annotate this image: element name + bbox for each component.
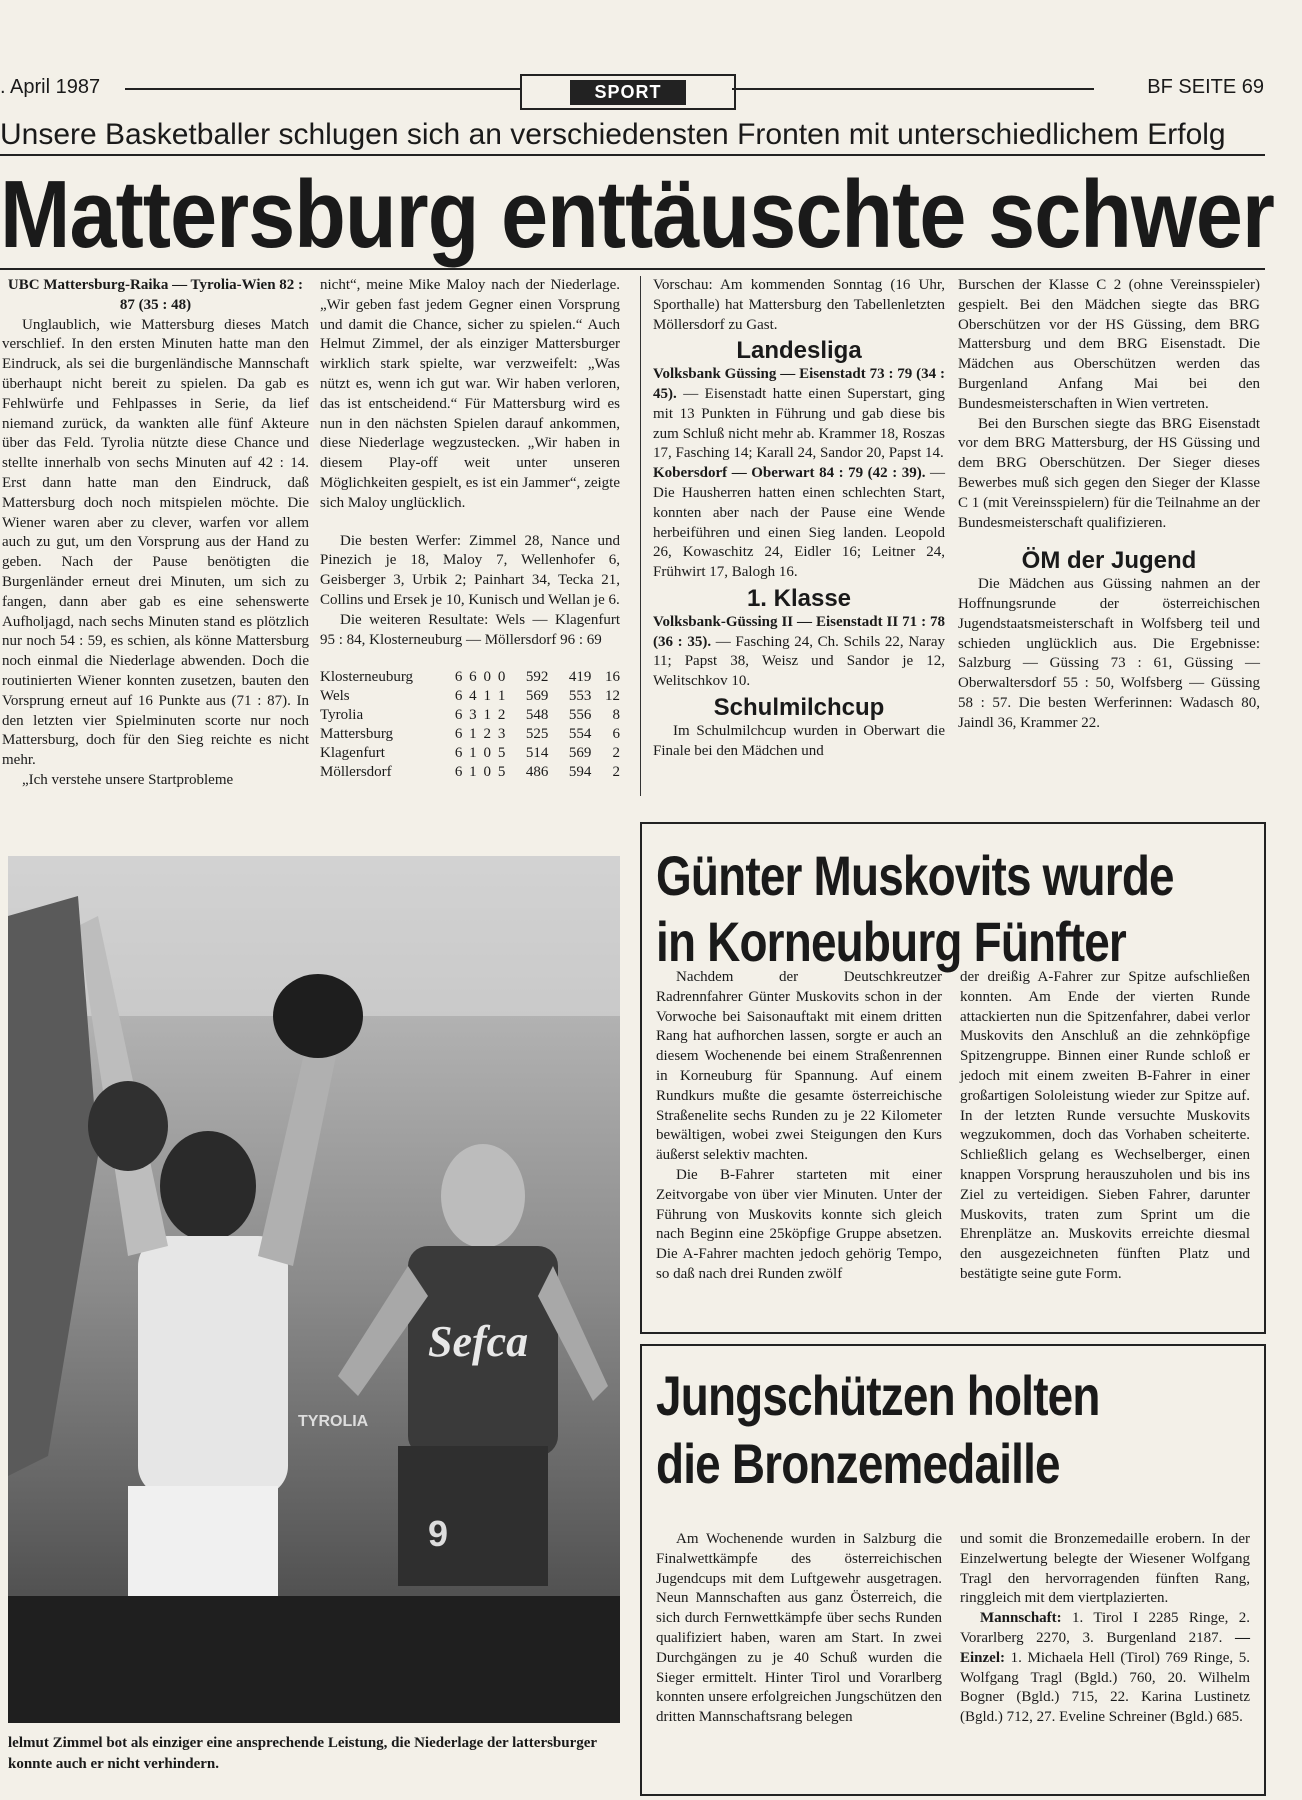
photo-illustration (8, 856, 620, 1723)
kicker-headline: Unsere Basketballer schlugen sich an verschiedensten Fronten mit unterschiedlichem Erfolg (0, 118, 1265, 156)
stat-cell: 1 (483, 688, 491, 705)
stat-cell: 6 (454, 669, 463, 686)
stat-cell: 2 (612, 745, 620, 762)
muskovits-column-1 (656, 968, 942, 1285)
stat-cell: 569 (568, 745, 592, 762)
article-paragraph: und somit die Bronzemedaille erobern. In der Einzelwertung belegte der Wiesener Wolfgang Tragl den hervorragenden fünften Rang, ringgleich mit dem viertplazierten. (960, 1531, 1250, 1607)
stat-cell: 569 (525, 688, 549, 705)
individual-results: 1. Michaela Hell (Tirol) 769 Ringe, 5. Wolfgang Tragl (Bgld.) 760, 20. Wilhelm Bogner (Bgld.) 715, 22. Karina Lustinetz (Bgld.) 712, 27. Eveline Schreiner (Bgld.) 685. (960, 1649, 1250, 1726)
standings-row (320, 668, 620, 687)
stat-cell: 5 (497, 764, 506, 781)
preview-paragraph: Vorschau: Am kommenden Sonntag (16 Uhr, Sporthalle) hat Mattersburg den Tabellenletzten Möllersdorf zu Gast. (653, 277, 945, 333)
jungschuetzen-headline-2: die Bronzemedaille (656, 1432, 1060, 1495)
article-paragraph: Die B-Fahrer starteten mit einer Zeitvorgabe von über vier Minuten. Unter der Führung von Muskovits konnte sich gleich nach Beginn eine 25köpfige Gruppe absetzen. Die A-Fahrer machten jedoch gehörig Tempo, so daß nach drei Runden zwölf (656, 1166, 942, 1282)
stat-cell: 6 (454, 707, 463, 724)
match-report: — Fasching 24, Ch. Schils 22, Naray 11; Papst 38, Weisz und Sandor je 12, Welitschkov 10. (653, 633, 945, 690)
stat-cell: 525 (525, 726, 549, 743)
article-paragraph: „Ich verstehe unsere Startprobleme (22, 771, 234, 788)
article-paragraph: Im Schulmilchcup wurden in Oberwart die Finale bei den Mädchen und (653, 722, 945, 759)
stat-cell: 0 (483, 764, 491, 781)
muskovits-column-2 (960, 968, 1250, 1285)
jungschuetzen-column-2 (960, 1530, 1250, 1728)
article-paragraph: Nachdem der Deutschkreutzer Radrennfahrer Günter Muskovits schon in der Vorwoche bei Saisonauftakt mit einem dritten Rang hat aufhorchen lassen, sorgte er auch an diesem Wochenende bei einem Straßenrennen in Korneuburg für Spannung. Auf einem Rundkurs mußte die gesamte österreichische Straßenelite sechs Runden zu je 22 Kilometer bewältigen, wobei zwei Steigungen den Kurs äußerst selektiv machten. (656, 969, 942, 1164)
standings-row (320, 687, 620, 706)
team-name-cell: Tyrolia (320, 707, 364, 724)
stat-cell: 553 (568, 688, 592, 705)
stat-cell: 3 (497, 726, 506, 743)
stat-cell: 592 (525, 669, 549, 686)
stat-cell: 1 (497, 688, 506, 705)
team-name-cell: Klosterneuburg (320, 669, 414, 686)
subhead-landesliga: Landesliga (736, 337, 862, 365)
stat-cell: 0 (497, 669, 506, 686)
section-label: SPORT (570, 80, 685, 105)
stat-cell: 3 (469, 707, 477, 724)
headline-rule (0, 268, 1265, 270)
stat-cell: 6 (469, 669, 477, 686)
page-number: BF SEITE 69 (1147, 76, 1264, 98)
article-column-3 (653, 276, 945, 761)
photo-caption: lelmut Zimmel bot als einziger eine ansprechende Leistung, die Niederlage der lattersburger konnte auch er nicht verhindern. (8, 1735, 597, 1772)
muskovits-article-box (640, 822, 1266, 1334)
stat-cell: 0 (483, 745, 491, 762)
article-column-1 (2, 276, 309, 791)
stat-cell: 1 (469, 726, 477, 743)
team-name-cell: Mattersburg (320, 726, 394, 743)
header-rule-left (125, 88, 520, 90)
article-paragraph: Die Mädchen aus Güssing nahmen an der Hoffnungsrunde der österreichischen Jugendstaatsmeisterschaft in Wolfsberg teil und schieden unglücklich aus. Die Ergebnisse: Salzburg — Güssing 73 : 61, Güssing — Oberwaltersdorf 55 : 50, Wolfsberg — Güssing 58 : 57. Die besten Werferinnen: Wadasch 80, Jaindl 36, Krammer 22. (958, 576, 1260, 731)
stat-cell: 6 (454, 688, 463, 705)
match-result: Volksbank Güssing — Eisenstadt 73 : 79 (34 : 45). (653, 366, 945, 402)
team-results: 1. Tirol I 2285 Ringe, 2. Vorarlberg 2270, 3. Burgenland 2187. (960, 1610, 1250, 1646)
stat-cell: 1 (469, 764, 477, 781)
stat-cell: 5 (497, 745, 506, 762)
match-result: Kobersdorf — Oberwart 84 : 79 (42 : 39). (653, 465, 926, 482)
stat-cell: 554 (568, 726, 592, 743)
jersey-number: 9 (428, 1513, 449, 1554)
main-headline: Mattersburg enttäuschte schwer (0, 161, 1274, 268)
stat-cell: 6 (612, 726, 620, 743)
top-scorers: Die besten Werfer: Zimmel 28, Nance und Pinezich je 18, Maloy 7, Wellenhofer 6, Geisberger 3, Urbik 2; Painhart 34, Tecka 21, Collins und Ersek je 10, Kunisch und Wellan je 6. (320, 532, 620, 608)
match-report: — Eisenstadt hatte einen Superstart, ging mit 13 Punkten in Führung und gab diese bis zum Schluß nicht mehr ab. Krammer 18, Roszas 17, Fasching 14; Karall 24, Sandor 20, Papst 14. (653, 385, 945, 462)
individual-results-label: — Einzel: (960, 1629, 1251, 1666)
team-name-cell: Wels (320, 688, 350, 705)
stat-cell: 0 (483, 669, 491, 686)
stat-cell: 514 (525, 745, 549, 762)
standings-row (320, 725, 620, 744)
stat-cell: 594 (568, 764, 592, 781)
muskovits-headline-1: Günter Muskovits wurde (656, 844, 1174, 907)
match-result-line: UBC Mattersburg-Raika — Tyrolia-Wien 82 : 87 (35 : 48) (7, 277, 304, 313)
stat-cell: 2 (612, 764, 620, 781)
article-paragraph: Burschen der Klasse C 2 (ohne Vereinsspieler) gespielt. Bei den Mädchen siegte das BRG Oberschützen vor der HS Güssing, dem BRG Mattersburg und dem BRG Eisenstadt. Die Mädchen aus Oberschützen werden das Burgenland Anfang Mai bei den Bundesmeisterschaften in Wien vertreten. (958, 277, 1260, 412)
team-name-cell: Klagenfurt (320, 745, 385, 762)
stat-cell: 486 (525, 764, 549, 781)
other-results: Die weiteren Resultate: Wels — Klagenfurt 95 : 84, Klosterneuburg — Möllersdorf 96 : 69 (320, 611, 620, 648)
stat-cell: 2 (497, 707, 506, 724)
jersey-text: Sefca (428, 1317, 529, 1366)
match-report: — Die Hausherren hatten einen schlechten Start, konnten aber nach der Pause eine Wende herbeiführen und einen Sieg landen. Leopold 26, Kowaschitz 24, Eidler 16; Leitner 24, Frühwirt 17, Balogh 16. (653, 465, 946, 581)
stat-cell: 1 (469, 745, 477, 762)
stat-cell: 4 (469, 688, 477, 705)
article-paragraph: der dreißig A-Fahrer zur Spitze aufschließen konnten. Am Ende der vierten Runde attackierten nun die Spitzenfahrer, dabei verlor Muskovits den Anschluß an die zehnköpfige Spitzengruppe. Binnen einer Runde schloß er jedoch mit einem zweiten B-Fahrer in einer großartigen Sololeistung wieder zur Spitze auf. In der letzten Runde versuchte Muskovits wegzukommen, doch das Vorhaben scheiterte. Schließlich gelang es Wechselberger, einen knappen Vorsprung herauszuholen und bis ins Ziel zu verteidigen. Sieben Fahrer, darunter Muskovits, traten zum Sprint um die Ehrenplätze an. Muskovits erreichte diesmal den ausgezeichneten fünften Platz und bestätigte seine gute Form. (960, 969, 1250, 1282)
standings-row (320, 706, 620, 725)
subhead-schulmilchcup: Schulmilchcup (713, 693, 885, 721)
stat-cell: 16 (605, 669, 620, 686)
article-paragraph: nicht“, meine Mike Maloy nach der Niederlage. „Wir geben fast jedem Gegner einen Vorsprung und damit die Chance, sicher zu spielen.“ Auch Helmut Zimmel, der als einziger Mattersburger wirklich stark spielte, war verzweifelt: „Was nützt es, wenn ich gut war. Wir haben verloren, das ist entscheidend.“ Für Mattersburg wird es nun in den nächsten Spielen darauf ankommen, diese Niederlage wegzustecken. „Wir haben in diesem Play-off weit unter unseren Möglichkeiten gespielt, es ist ein Jammer“, zeigte sich Maloy unglücklich. (320, 277, 620, 511)
jungschuetzen-headline-1: Jungschützen holten (656, 1364, 1100, 1427)
column-divider (640, 276, 641, 796)
article-paragraph: Unglaublich, wie Mattersburg dieses Match verschlief. In den ersten Minuten hatte man den Eindruck, als sei die burgenländische Mannschaft überhaupt nicht bereit zu spielen. Da gab es Fehlwürfe und Fehlpasses in Serie, da lief niemand zurück, da wankten alle fünf Akteure über das Feld. Tyrolia nützte diese Chance und stellte innerhalb von sechs Minuten auf 42 : 14. Erst dann hatte man den Eindruck, daß Mattersburg doch noch mitspielen möchte. Die Wiener waren aber zu clever, warfen vor allem auch zu gut, um den Vorsprung aus der Hand zu geben. Nach der Pause benötigten die Burgenländer erneut drei Minuten, um sich zu fangen, dann aber gab es eine sehenswerte Aufholjagd, nach sechs Minuten stand es plötzlich nur noch 54 : 59, es schien, als könne Mattersburg noch einmal die Niederlage abwenden. Doch die routinierten Wiener konnten zusetzen, bauten den Vorsprung erneut auf 16 Punkte aus (71 : 87). In den letzten vier Spielminuten scorte nur noch Mattersburg, doch für den Sieg reichte es nicht mehr. (2, 316, 309, 769)
jungschuetzen-article-box (640, 1344, 1266, 1796)
stat-cell: 419 (568, 669, 592, 686)
subhead-oem-jugend: ÖM der Jugend (1021, 547, 1197, 575)
stat-cell: 12 (605, 688, 620, 705)
article-column-2 (320, 276, 620, 782)
muskovits-headline-2: in Korneuburg Fünfter (656, 910, 1126, 973)
stat-cell: 1 (483, 707, 491, 724)
article-paragraph: Am Wochenende wurden in Salzburg die Finalwettkämpfe des österreichischen Jugendcups mit dem Luftgewehr ausgetragen. Neun Mannschaften aus ganz Österreich, die sich durch Fernwettkämpfe über sechs Runden qualifiziert haben, waren am Start. In zwei Durchgängen zu je 40 Schuß wurden die Sieger ermittelt. Hinter Tirol und Vorarlberg konnten unsere erfolgreichen Jungschützen den dritten Mannschaftsrang belegen (656, 1531, 942, 1726)
stat-cell: 6 (454, 726, 463, 743)
section-label-box (520, 74, 736, 110)
jersey-text-secondary: TYROLIA (298, 1413, 369, 1430)
stat-cell: 8 (612, 707, 620, 724)
stat-cell: 6 (454, 745, 463, 762)
stat-cell: 556 (568, 707, 592, 724)
article-paragraph: Bei den Burschen siegte das BRG Eisenstadt vor dem BRG Mattersburg, der HS Güssing und dem BRG Oberschützen. Der Sieger dieses Bewerbes muß sich gegen den Sieger der Klasse C 1 (mit Vereinsspielern) für die Teilnahme an der Bundesmeisterschaft qualifizieren. (958, 415, 1260, 531)
article-column-4 (958, 276, 1260, 734)
standings-row (320, 744, 620, 763)
issue-date: . April 1987 (0, 76, 101, 98)
header-rule-right (732, 88, 1094, 90)
stat-cell: 548 (525, 707, 549, 724)
team-results-label: Mannschaft: (980, 1610, 1062, 1627)
jungschuetzen-column-1 (656, 1530, 942, 1728)
match-result: Volksbank-Güssing II — Eisenstadt II 71 : 78 (36 : 35). (653, 613, 945, 650)
standings-table (320, 668, 620, 782)
subhead-1-klasse: 1. Klasse (746, 584, 852, 612)
stat-cell: 6 (454, 764, 463, 781)
team-name-cell: Möllersdorf (320, 764, 392, 781)
basketball-photo (8, 856, 620, 1723)
standings-row (320, 763, 620, 782)
stat-cell: 2 (483, 726, 491, 743)
